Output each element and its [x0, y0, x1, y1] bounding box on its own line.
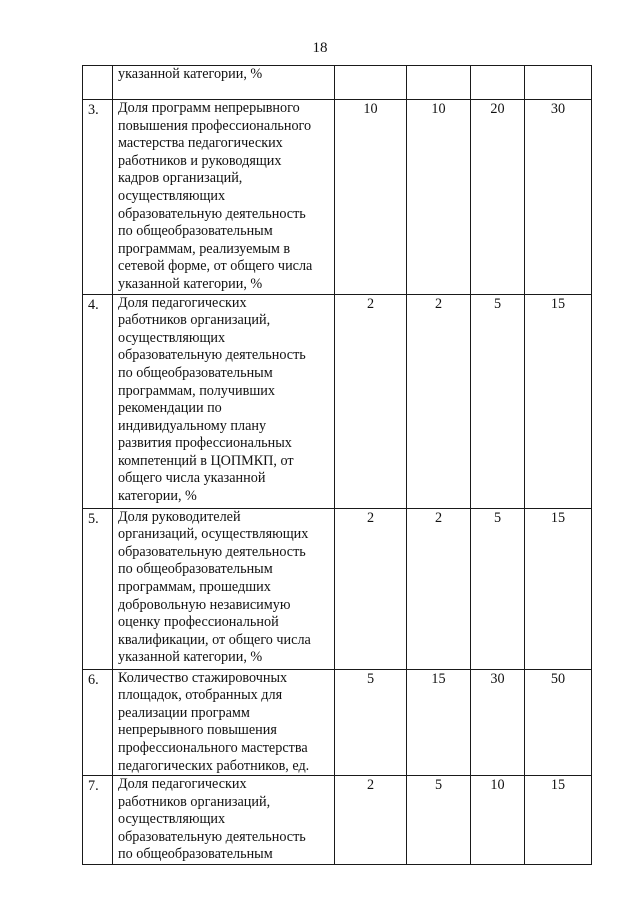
row-number: 6.: [83, 669, 113, 776]
description-line: Доля руководителей: [118, 508, 241, 525]
description-line: работников организаций,: [118, 312, 271, 329]
indicator-value-1: 5: [335, 669, 407, 776]
indicator-value-1: 2: [335, 294, 407, 508]
description-line: повышения профессионального: [118, 117, 312, 134]
description-line: программам, реализуемым в: [118, 240, 291, 257]
description-line: образовательную деятельность: [118, 828, 306, 845]
indicators-table: [82, 65, 592, 865]
description-line: Доля педагогических: [118, 294, 247, 311]
description-line: сетевой форме, от общего числа: [118, 258, 313, 275]
description-line: образовательную деятельность: [118, 347, 306, 364]
table-row: [83, 294, 592, 508]
description-line: указанной категории, %: [118, 66, 263, 82]
description-line: программам, получивших: [118, 382, 275, 399]
indicator-value-4: 50: [525, 669, 592, 776]
indicator-value-4: 15: [525, 776, 592, 865]
description-line: образовательную деятельность: [118, 543, 306, 560]
description-line: по общеобразовательным: [118, 846, 273, 863]
row-number: 7.: [83, 776, 113, 865]
indicator-value-2: [407, 66, 471, 100]
description-line: Доля педагогических: [118, 776, 247, 793]
description-line: программам, прошедших: [118, 578, 271, 595]
table-row: [83, 508, 592, 669]
indicator-value-2: 5: [407, 776, 471, 865]
description-line: общего числа указанной: [118, 470, 266, 487]
description-line: по общеобразовательным: [118, 561, 273, 578]
description-line: реализации программ: [118, 704, 250, 721]
description-line: профессионального мастерства: [118, 739, 308, 756]
indicator-value-3: 10: [471, 776, 525, 865]
table-row: [83, 669, 592, 776]
indicator-value-3: 20: [471, 100, 525, 295]
description-line: площадок, отобранных для: [118, 687, 283, 704]
description-line: по общеобразовательным: [118, 223, 273, 240]
description-line: осуществляющих: [118, 811, 226, 828]
description-line: работников организаций,: [118, 793, 271, 810]
row-number: 5.: [83, 508, 113, 669]
table-row: [83, 66, 592, 100]
description-line: работников и руководящих: [118, 152, 282, 169]
description-line: указанной категории, %: [118, 275, 263, 292]
description-line: осуществляющих: [118, 329, 226, 346]
indicator-description: [113, 669, 335, 776]
indicator-value-2: 15: [407, 669, 471, 776]
description-line: организаций, осуществляющих: [118, 526, 309, 543]
indicator-value-1: 2: [335, 776, 407, 865]
description-line: Доля программ непрерывного: [118, 100, 300, 116]
description-line: развития профессиональных: [118, 435, 292, 452]
description-line: указанной категории, %: [118, 649, 263, 666]
indicator-value-4: [525, 66, 592, 100]
table-row: [83, 100, 592, 295]
description-line: компетенций в ЦОПМКП, от: [118, 452, 294, 469]
description-line: мастерства педагогических: [118, 135, 283, 152]
indicator-value-4: 15: [525, 508, 592, 669]
description-line: по общеобразовательным: [118, 364, 273, 381]
description-line: рекомендации по: [118, 400, 222, 417]
description-line: оценку профессиональной: [118, 614, 279, 631]
indicator-value-2: 10: [407, 100, 471, 295]
indicator-value-1: 10: [335, 100, 407, 295]
description-line: добровольную независимую: [118, 596, 291, 613]
indicator-description: [113, 776, 335, 865]
indicator-description: [113, 294, 335, 508]
row-number: [83, 66, 113, 100]
indicator-description: [113, 66, 335, 100]
indicator-value-4: 30: [525, 100, 592, 295]
indicator-value-2: 2: [407, 508, 471, 669]
indicator-description: [113, 508, 335, 669]
description-line: квалификации, от общего числа: [118, 631, 311, 648]
indicator-value-3: 30: [471, 669, 525, 776]
indicator-value-3: 5: [471, 294, 525, 508]
page-number: 18: [312, 40, 328, 56]
description-line: педагогических работников, ед.: [118, 757, 310, 774]
row-number: 4.: [83, 294, 113, 508]
indicator-value-2: 2: [407, 294, 471, 508]
description-line: категории, %: [118, 488, 197, 505]
row-number: 3.: [83, 100, 113, 295]
description-line: Количество стажировочных: [118, 669, 288, 686]
description-line: образовательную деятельность: [118, 205, 306, 222]
indicator-value-1: [335, 66, 407, 100]
indicator-value-3: [471, 66, 525, 100]
description-line: индивидуальному плану: [118, 417, 267, 434]
description-line: осуществляющих: [118, 187, 226, 204]
indicator-value-3: 5: [471, 508, 525, 669]
description-line: кадров организаций,: [118, 170, 243, 187]
indicator-description: [113, 100, 335, 295]
table-row: [83, 776, 592, 865]
indicator-value-1: 2: [335, 508, 407, 669]
indicator-value-4: 15: [525, 294, 592, 508]
description-line: непрерывного повышения: [118, 722, 277, 739]
